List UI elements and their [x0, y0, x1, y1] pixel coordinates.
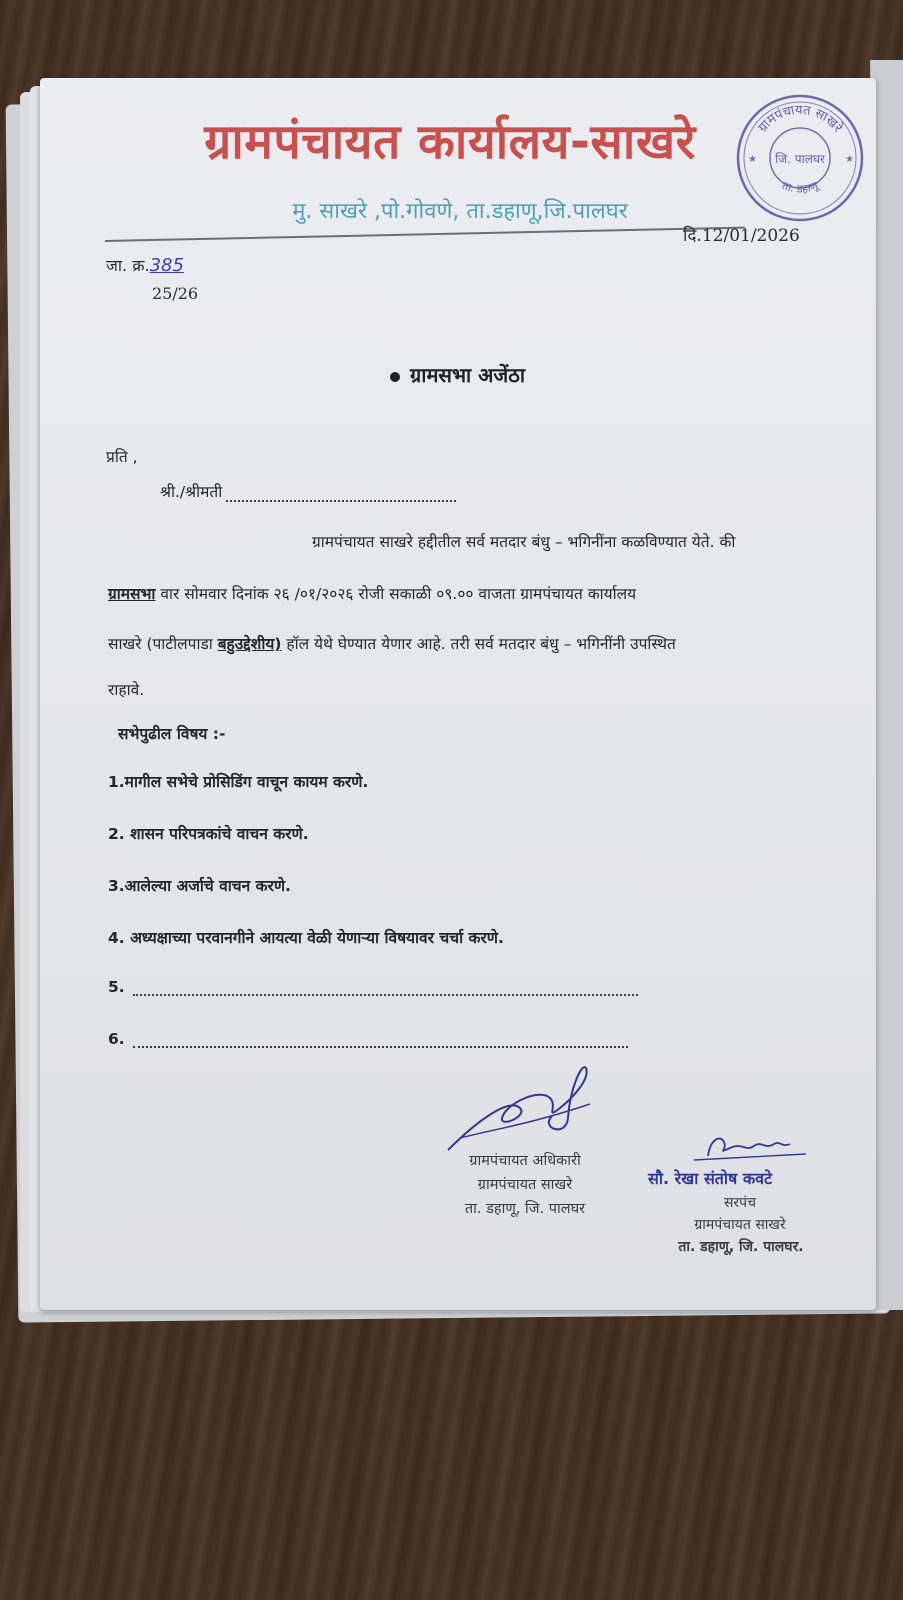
svg-text:ता. डहाणू: [780, 178, 822, 196]
seal-text-center: जि. पालघर: [775, 152, 825, 166]
notice-line-3-c: हॉल येथे घेण्यात येणार आहे. तरी सर्व मतदार बंधु – भगिनींनी उपस्थित: [281, 635, 676, 653]
seal-text-top: ग्रामपंचायत साखरे: [755, 102, 845, 136]
sarpanch-location: ता. डहाणू, जि. पालघर.: [678, 1239, 804, 1255]
svg-text:ग्रामपंचायत साखरे: [755, 103, 846, 136]
notice-line-2-rest: वार सोमवार दिनांक २६ /०१/२०२६ रोजी सकाळी ०९.०० वाजता ग्रामपंचायत कार्यालय: [155, 585, 637, 603]
notice-line-4: राहावे.: [108, 681, 145, 699]
notice-line-3: [108, 632, 676, 654]
agenda-item-6-blank: [133, 1034, 628, 1048]
reference-year: 25/26: [152, 284, 199, 303]
agenda-title: सभेपुढील विषय :-: [118, 725, 226, 743]
seal-star-left-icon: ★: [748, 154, 757, 165]
agenda-item-5-blank: [133, 982, 638, 996]
heading-text: ग्रामसभा अजेंठा: [410, 363, 526, 387]
officer-office: ग्रामपंचायत साखरे: [477, 1177, 573, 1193]
seal-graphic: [734, 92, 866, 224]
seal-star-right-icon: ★: [845, 154, 854, 165]
agenda-item-2: 2. शासन परिपत्रकांचे वाचन करणे.: [108, 825, 309, 843]
agenda-item-5-number: 5.: [108, 978, 125, 996]
reference-number: [106, 254, 184, 276]
notice-gramsabha: ग्रामसभा: [108, 585, 156, 603]
notice-line-2: [108, 582, 636, 604]
official-seal: [734, 92, 866, 224]
bullet-icon: [390, 372, 400, 382]
notice-line-3-a: साखरे (पाटीलपाडा: [108, 635, 218, 653]
reference-handwritten-number: 385: [149, 255, 184, 276]
sarpanch-title: सरपंच: [723, 1195, 757, 1211]
addressee-line: [160, 480, 456, 502]
agenda-item-1: 1.मागील सभेचे प्रोसिडिंग वाचून कायम करणे.: [108, 773, 369, 791]
agenda-item-3: 3.आलेल्या अर्जाचे वाचन करणे.: [108, 877, 291, 895]
letterhead-title: ग्रामपंचायत कार्यालय-साखरे: [204, 114, 696, 170]
notice-line-1: ग्रामपंचायत साखरे हद्दीतील सर्व मतदार बंधु – भगिनींना कळविण्यात येते. की: [312, 533, 736, 551]
sarpanch-office: ग्रामपंचायत साखरे: [694, 1217, 786, 1233]
addressee-prefix: प्रति ,: [106, 448, 138, 466]
sarpanch-signature: [690, 1128, 810, 1164]
officer-signature: [440, 1058, 610, 1158]
agenda-item-5: [108, 978, 638, 996]
letterhead-address: मु. साखरे ,पो.गोवणे, ता.डहाणू,जि.पालघर: [292, 199, 628, 224]
document-heading: [390, 361, 525, 388]
officer-location: ता. डहाणू, जि. पालघर: [464, 1201, 586, 1217]
seal-text-bottom: ता. डहाणू: [780, 178, 820, 196]
officer-title: ग्रामपंचायत अधिकारी: [469, 1153, 581, 1169]
letter-date: दि.12/01/2026: [683, 226, 800, 246]
agenda-item-6: [108, 1030, 628, 1048]
notice-line-3-venue: बहुउद्देशीय): [217, 635, 282, 653]
addressee-salutation: श्री./श्रीमती: [160, 483, 223, 501]
addressee-blank: [226, 488, 456, 502]
agenda-item-6-number: 6.: [108, 1030, 125, 1048]
agenda-item-4: 4. अध्यक्षाच्या परवानगीने आयत्या वेळी येणाऱ्या विषयावर चर्चा करणे.: [108, 929, 504, 947]
sarpanch-name: सौ. रेखा संतोष कवटे: [648, 1169, 773, 1188]
reference-label: जा. क्र.: [106, 256, 150, 275]
